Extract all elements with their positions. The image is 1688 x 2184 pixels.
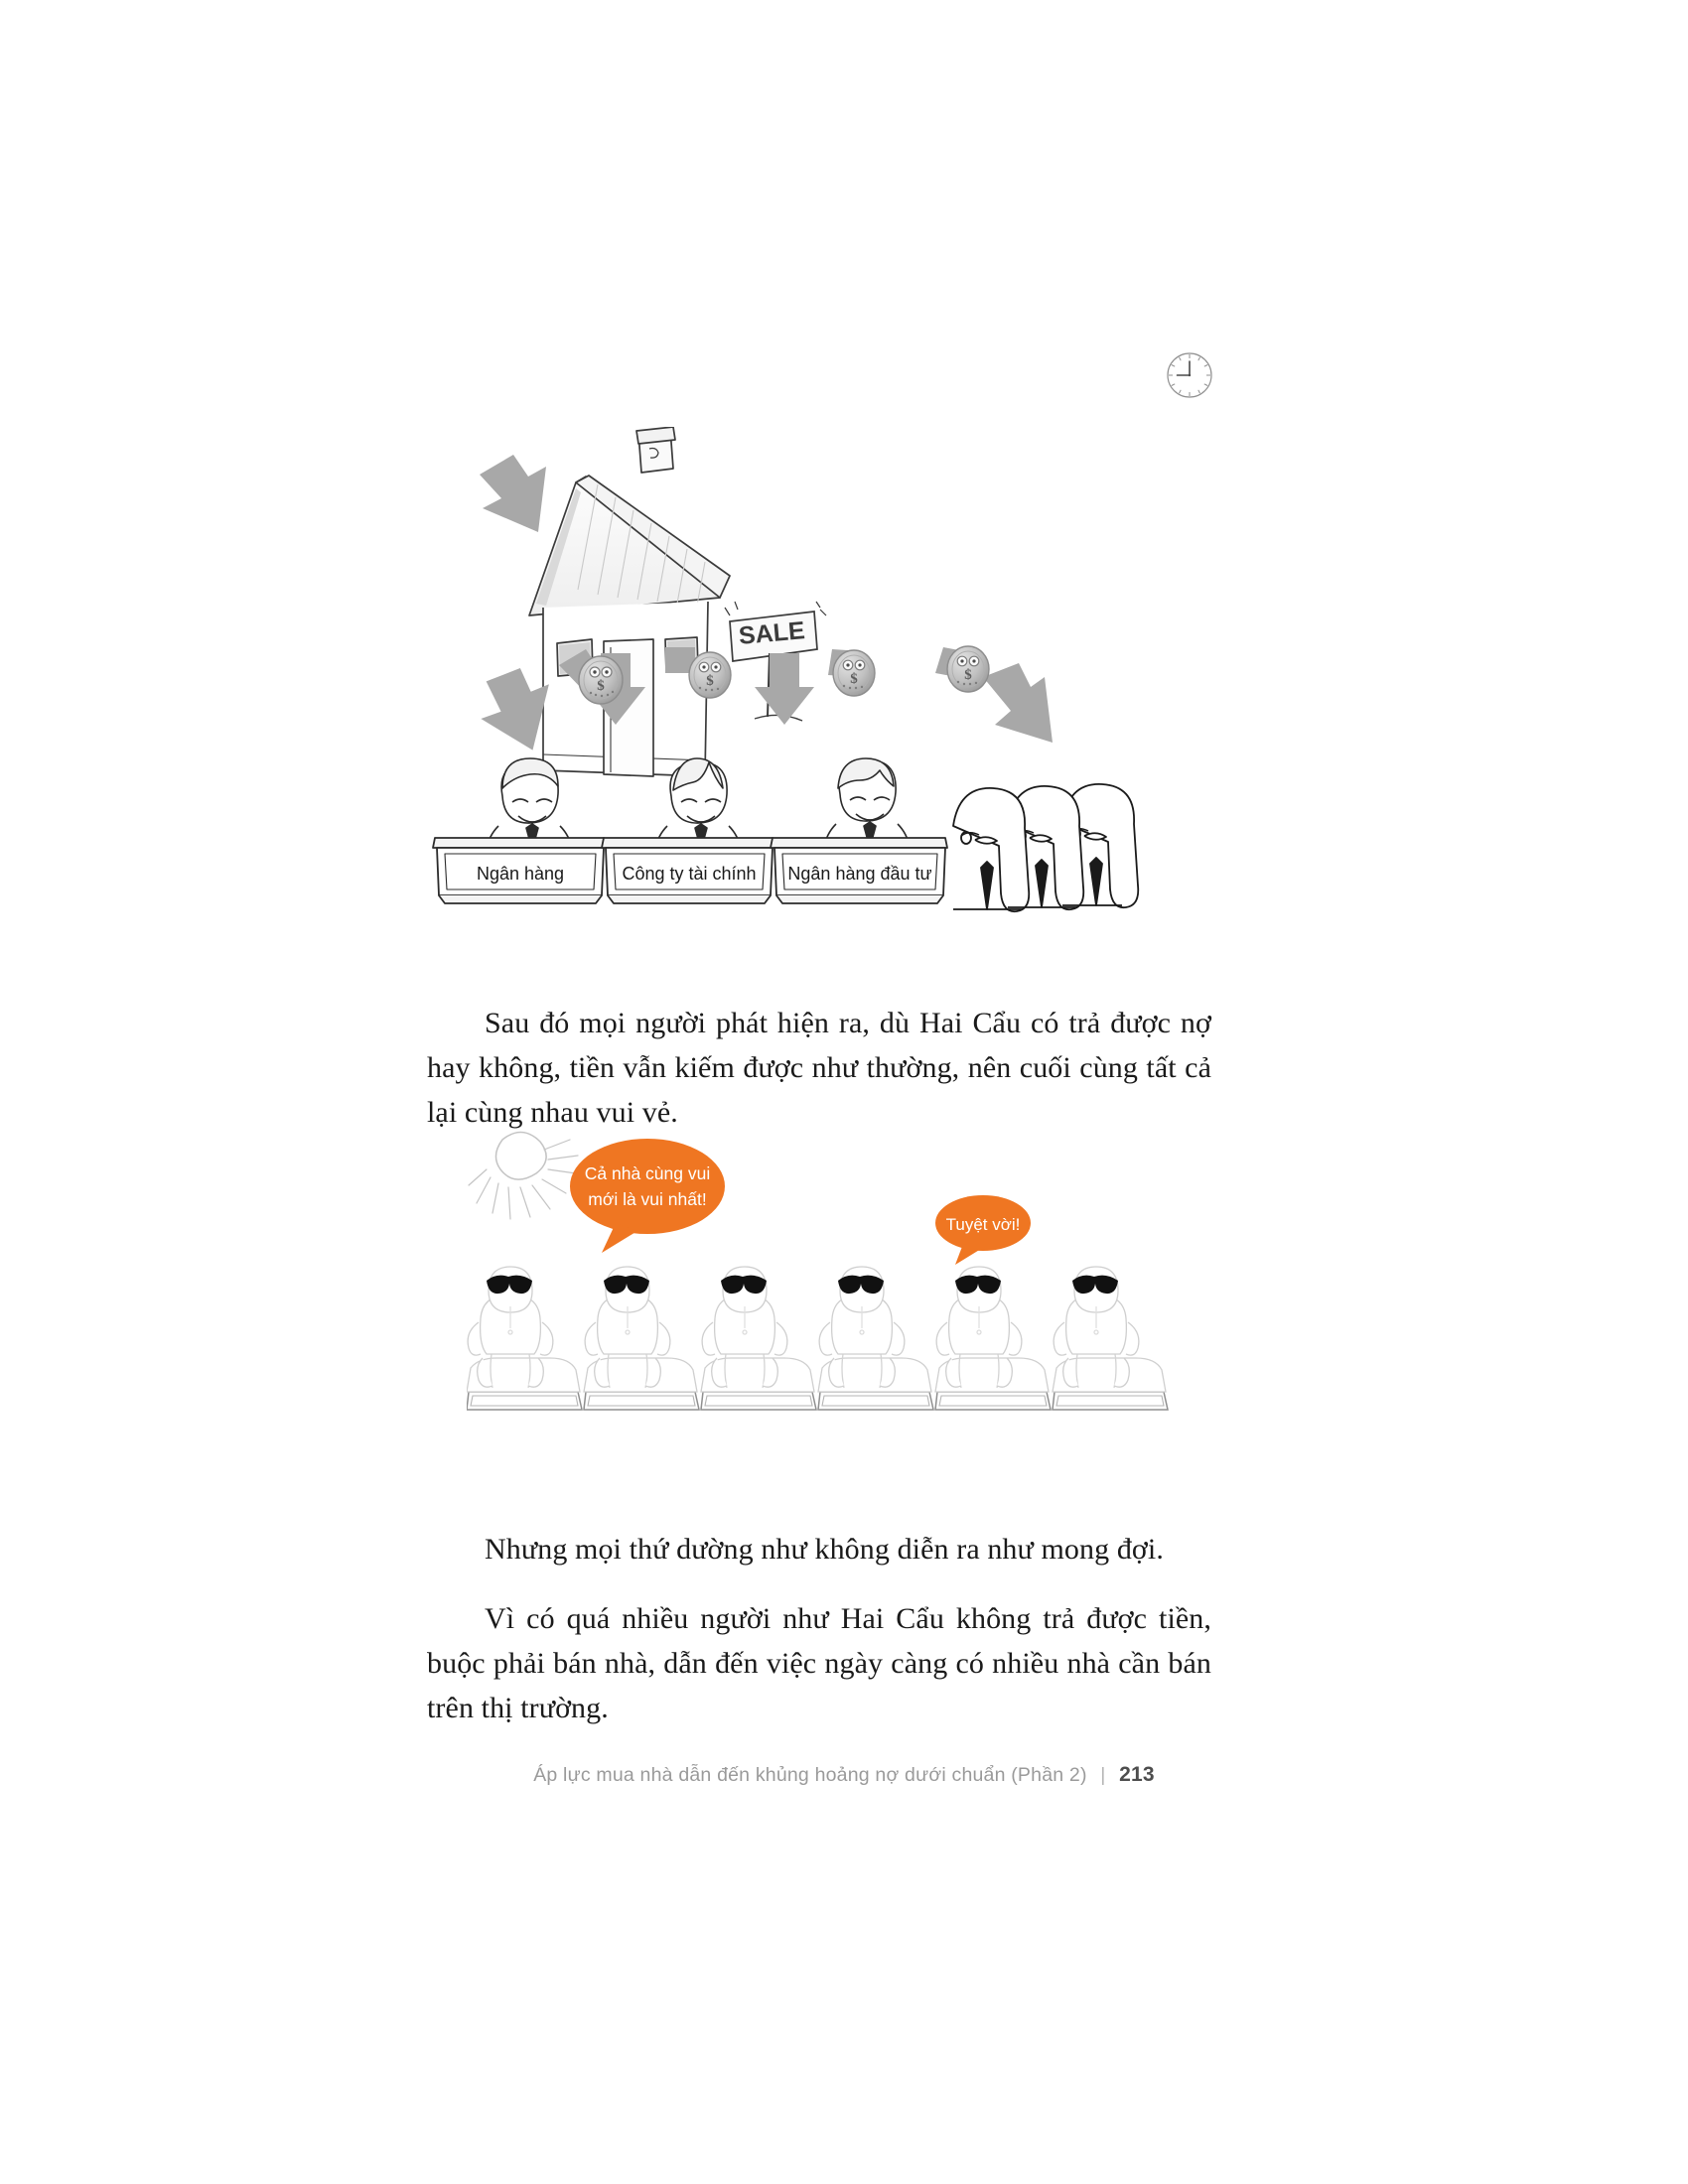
desk-label-1: Ngân hàng <box>476 864 565 884</box>
page-footer <box>0 1763 1688 1787</box>
desk-label-3: Ngân hàng đầu tư <box>787 864 932 884</box>
sunbather <box>1053 1267 1168 1410</box>
sunbather <box>935 1267 1051 1410</box>
desk-label-2: Công ty tài chính <box>622 864 757 884</box>
coin <box>833 650 875 696</box>
sunbather <box>701 1267 816 1410</box>
clock-icon <box>1160 345 1219 405</box>
coin <box>689 652 731 698</box>
house-illustration <box>529 427 730 776</box>
illustration-beach-relax <box>467 1112 1182 1449</box>
sunbather-row <box>467 1267 582 1410</box>
speech-bubble-1-line1: Cả nhà cùng vui <box>584 1163 711 1183</box>
speech-bubble-2-line1: Tuyệt vời! <box>945 1215 1021 1234</box>
coin <box>947 646 989 692</box>
paragraph-3: Vì có quá nhiều người như Hai Cẩu không trả được tiền, buộc phải bán nhà, dẫn đến việc ngày càng có nhiều nhà cần bán trên thị trường. <box>427 1602 1211 1724</box>
svg-text:$: $ <box>597 678 605 694</box>
footer-separator: | <box>1100 1764 1106 1786</box>
speech-bubble-1-line2: mới là vui nhất! <box>588 1189 707 1209</box>
illustration-house-to-lenders <box>427 427 1251 923</box>
desk-banker-2 <box>602 758 774 903</box>
svg-text:$: $ <box>850 671 858 687</box>
sale-sign-label: SALE <box>737 616 806 650</box>
footer-chapter-title: Áp lực mua nhà dẫn đến khủng hoảng nợ dưới chuẩn (Phần 2) <box>533 1764 1087 1786</box>
page-number: 213 <box>1119 1763 1155 1786</box>
desk-banker-1 <box>433 758 606 903</box>
sunbather <box>818 1267 933 1410</box>
paragraph-2: Nhưng mọi thứ dường như không diễn ra như mong đợi. <box>485 1533 1164 1566</box>
sunbather-repeat <box>584 1267 1168 1410</box>
sunbather <box>584 1267 699 1410</box>
coin <box>579 656 623 704</box>
sunbather <box>467 1267 582 1410</box>
investor-crowd <box>953 784 1138 911</box>
sun-icon <box>469 1132 578 1219</box>
desk-banker-3 <box>771 758 947 903</box>
svg-text:$: $ <box>964 667 972 683</box>
paragraph-1: Sau đó mọi người phát hiện ra, dù Hai Cẩu có trả được nợ hay không, tiền vẫn kiếm được như thường, nên cuối cùng tất cả lại cùng nhau vui vẻ. <box>427 1007 1211 1129</box>
svg-text:$: $ <box>706 673 714 689</box>
